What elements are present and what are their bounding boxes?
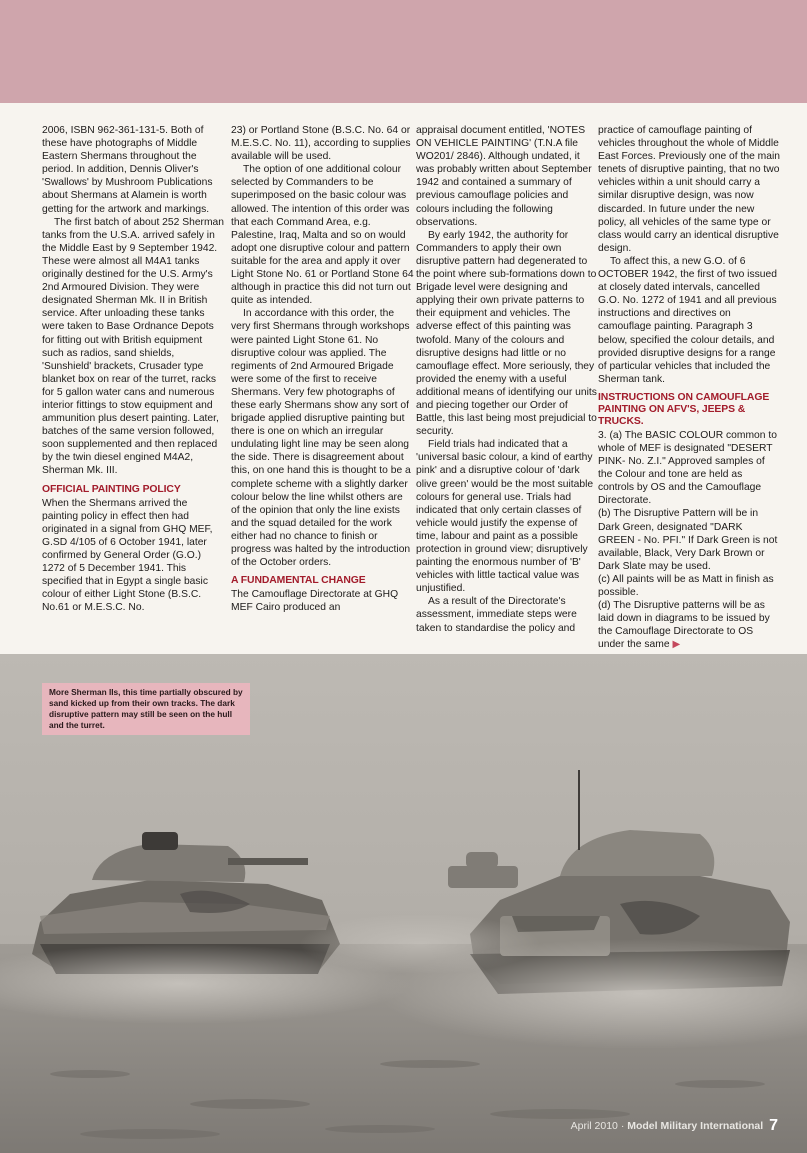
text-column-2 [231, 124, 414, 649]
paragraph: By early 1942, the authority for Commanders to apply their own disruptive pattern had degenerated to the point where sub-formations down to Brigade level were designing and applying their own private patterns to their equipment and vehicles. The adverse effect of this painting was twofold. Many of the colours and disruptive designs had little or no camouflage effect. More seriously, they provided the enemy with a useful additional means of identifying our units and piecing together our Order of Battle, this last being most prejudicial to security. [416, 229, 597, 438]
issue-date: April 2010 [570, 1120, 618, 1132]
continue-arrow-icon: ▶ [672, 639, 681, 649]
paragraph: 3. (a) The BASIC COLOUR common to whole of MEF is designated "DESERT PINK- No. Z.I." Approved samples of the Colour and tone are held as controls by OS and the Camouflage Directorate. [598, 429, 777, 507]
paragraph: (c) All paints will be as Matt in finish as possible. [598, 573, 774, 598]
paragraph: The first batch of about 252 Sherman tanks from the U.S.A. arrived safely in the Middle East by 9 September 1942. These were almost all M4A1 tanks originally destined for the U.S. Army's 2nd Armoured Division. They were designated Sherman Mk. II in British service. After unloading these tanks were taken to Base Ordnance Depots for fitting out with British equipment such as radios, sand shields, 'Sunshield' brackets, Crusader type blanket box on rear of the turret, racks for 5 gallon water cans and numerous interior fittings to stow equipment and ammunition plus desert painting. Later, batches of the same version followed, soon supplemented and then replaced by the twin diesel engined M4A2, Sherman Mk. III. [42, 216, 224, 477]
paragraph: 2006, ISBN 962-361-131-5. Both of these have photographs of Middle Eastern Shermans throughout the period. In addition, Dennis Oliver's 'Swallows' by Mushroom Publications about Shermans at Alamein is worth getting for the artwork and markings. [42, 125, 213, 215]
paragraph: 23) or Portland Stone (B.S.C. No. 64 or M.E.S.C. No. 11), according to supplies available will be used. [231, 125, 411, 163]
paragraph: To affect this, a new G.O. of 6 OCTOBER 1942, the first of two issued at closely dated intervals, cancelled G.O. No. 1272 of 1941 and all previous instructions and directives on camouflage painting. Paragraph 3 below, specified the colour details, and provided disruptive designs for a range of particular vehicles that included the Sherman tank. [598, 255, 777, 385]
paragraph: In accordance with this order, the very first Shermans through workshops were painted Light Stone 61. No disruptive colour was applied. The regiments of 2nd Armoured Brigade were some of the first to receive Shermans. Very few photographs of these early Shermans show any sort of brigade applied disruptive painting but there is one on which an irregular undulating light line may be seen along the side. There is disagreement about this, on one hand this is thought to be a complete scheme with a slightly darker colour below the line whilst others are of the opinion that only the line exists and the squad detailed for the work either had no chance to finish or progress was halted by the introduction of the October orders. [231, 308, 411, 569]
paragraph: The option of one additional colour selected by Commanders to be superimposed on the basic colour was allowed. The intention of this order was that each Command Area, e.g. Palestine, Iraq, Malta and so on would adopt one disruptive colour and pattern suitable for the area and apply it over Light Stone No. 61 or Portland Stone 64 although in practice this did not turn out quite as intended. [231, 164, 414, 307]
paragraph: When the Shermans arrived the painting policy in effect then had originated in a signal from GHQ MEF, G.SD 4/105 of 6 October 1941, later confirmed by General Order (G.O.) 1272 of 5 December 1941. This specified that in Egypt a single basic colour of either Light Stone (B.S.C. No.61 or M.E.S.C. No. [42, 497, 213, 614]
paragraph: practice of camouflage painting of vehicles throughout the whole of Middle East Forces. Previously one of the main tenets of disruptive painting, that no two vehicles within a unit should carry a similar disruptive design, was now discarded. In future under the new policy, all vehicles of the same type or class would carry an identical disruptive design. [598, 125, 780, 254]
text-column-1 [42, 124, 225, 649]
paragraph: Field trials had indicated that a 'universal basic colour, a kind of earthy pink' and a disruptive colour of 'dark olive green' would be the most suitable colours for general use. Trials had indicated that only certain classes of vehicle would justify the expense of time, labour and paint as a possible protection in ground view; disruptively painting the enormous number of 'B' vehicles with little tactical value was unjustified. [416, 439, 594, 595]
magazine-title: Model Military International [627, 1120, 764, 1132]
section-heading: A FUNDAMENTAL CHANGE [231, 575, 366, 587]
paragraph: (d) The Disruptive patterns will be as laid down in diagrams to be issued by the Camouflage Directorate to OS under the same ▶ [598, 600, 770, 649]
text-column-4 [598, 124, 781, 649]
footer-separator: · [620, 1120, 625, 1132]
paragraph: appraisal document entitled, 'NOTES ON VEHICLE PAINTING' (T.N.A file WO201/ 2846). Although undated, it was probably written about September 1942 and contained a summary of previous camouflage policies and colours including the following observations. [416, 125, 592, 228]
page-number: 7 [769, 1117, 778, 1134]
paragraph: (b) The Disruptive Pattern will be in Dark Green, designated "DARK GREEN - No. PFI." If Dark Green is not available, Black, Very Dark Brown or Dark Slate may be used. [598, 508, 778, 572]
paragraph: As a result of the Directorate's assessment, immediate steps were taken to standardise the policy and [416, 596, 577, 634]
section-heading: INSTRUCTIONS ON CAMOUFLAGE PAINTING ON AFV'S, JEEPS & TRUCKS. [598, 391, 770, 427]
photo-caption: More Sherman IIs, this time partially obscured by sand kicked up from their own tracks. The dark disruptive pattern may still be seen on the hull and the turret. [42, 683, 250, 735]
header-banner [0, 0, 807, 103]
page-footer [568, 1117, 778, 1135]
paragraph: The Camouflage Directorate at GHQ MEF Cairo produced an [231, 589, 399, 614]
section-heading: OFFICIAL PAINTING POLICY [42, 483, 181, 495]
text-column-3 [416, 124, 599, 649]
